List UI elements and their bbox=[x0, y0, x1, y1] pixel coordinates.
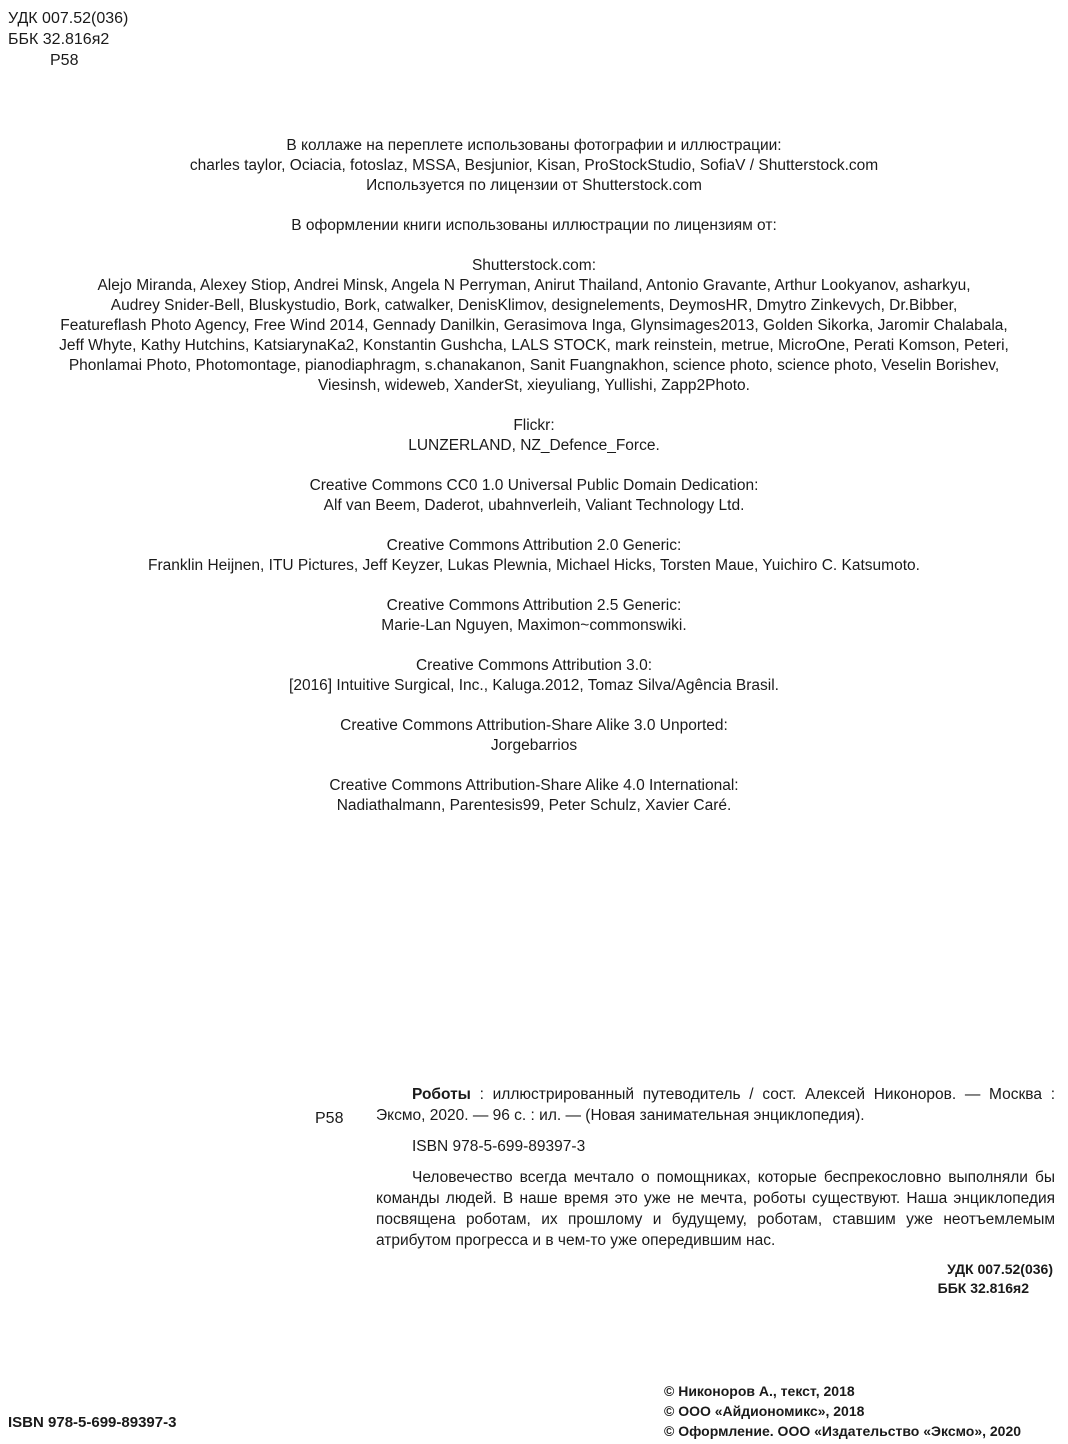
credit-heading: Creative Commons Attribution-Share Alike 4.0 International: bbox=[329, 777, 739, 794]
credit-block bbox=[14, 716, 1054, 756]
copyright-line: © ООО «Айдиономикс», 2018 bbox=[664, 1403, 865, 1419]
top-bbk-code: ББК 32.816я2 bbox=[8, 31, 110, 48]
credit-heading: Creative Commons CC0 1.0 Universal Public Domain Dedication: bbox=[309, 477, 759, 494]
credit-heading: В оформлении книги использованы иллюстрации по лицензиям от: bbox=[291, 217, 777, 234]
credit-heading: Creative Commons Attribution 3.0: bbox=[415, 657, 653, 674]
credit-line: Franklin Heijnen, ITU Pictures, Jeff Keyzer, Lukas Plewnia, Michael Hicks, Torsten Maue, Yuichiro C. Katsumoto. bbox=[148, 557, 920, 574]
copyright-line: © Никоноров А., текст, 2018 bbox=[664, 1383, 855, 1399]
credit-heading: Creative Commons Attribution 2.5 Generic: bbox=[386, 597, 682, 614]
credit-block bbox=[14, 596, 1054, 636]
credit-heading: Creative Commons Attribution 2.0 Generic: bbox=[386, 537, 682, 554]
credit-line: Marie-Lan Nguyen, Maximon~commonswiki. bbox=[381, 617, 687, 634]
bibliographic-details: : иллюстрированный путеводитель / сост. Алексей Никоноров. — Москва : Эксмо, 2020. — 96 с. : ил. — (Новая занимательная энциклопедия). bbox=[376, 1086, 1055, 1124]
credit-heading: Flickr: bbox=[513, 417, 555, 434]
credit-block bbox=[14, 476, 1054, 516]
book-title: Роботы bbox=[412, 1086, 471, 1103]
catalog-record-body bbox=[376, 1084, 1055, 1298]
bibliographic-description bbox=[376, 1084, 1055, 1126]
credit-line: Alejo Miranda, Alexey Stiop, Andrei Minsk, Angela N Perryman, Anirut Thailand, Antonio Gravante, Arthur Lookyanov, asharkyu, bbox=[97, 277, 971, 294]
credit-line: Alf van Beem, Daderot, ubahnverleih, Valiant Technology Ltd. bbox=[323, 497, 745, 514]
credit-line: Featureflash Photo Agency, Free Wind 2014, Gennady Danilkin, Gerasimova Inga, Glynsimages2013, Golden Sikorka, Jaromir Chalabala, bbox=[60, 317, 1008, 334]
credit-block bbox=[14, 416, 1054, 456]
credit-heading: Creative Commons Attribution-Share Alike 3.0 Unported: bbox=[340, 717, 728, 734]
credit-line: [2016] Intuitive Surgical, Inc., Kaluga.2012, Tomaz Silva/Agência Brasil. bbox=[289, 677, 779, 694]
credit-line: Phonlamai Photo, Photomontage, pianodiaphragm, s.chanakanon, Sanit Fuangnakhon, science photo, science photo, Veselin Borishev, bbox=[68, 357, 1000, 374]
book-annotation: Человечество всегда мечтало о помощниках, которые беспрекословно выполняли бы команды людей. В наше время это уже не мечта, роботы существуют. Наша энциклопедия посвящена роботам, их прошлому и будущему, роботам, ставшим уже неотъемлемым атрибутом прогресса и в чем-то уже опередившим нас. bbox=[376, 1169, 1055, 1249]
credit-block bbox=[14, 536, 1054, 576]
catalog-record bbox=[315, 1084, 1055, 1298]
credit-block bbox=[14, 136, 1054, 196]
catalog-udk-code: УДК 007.52(036) bbox=[947, 1261, 1053, 1277]
catalog-isbn: ISBN 978-5-699-89397-3 bbox=[412, 1138, 586, 1155]
copyright-notices bbox=[664, 1381, 1021, 1441]
credit-heading: Shutterstock.com: bbox=[471, 257, 597, 274]
top-udk-code: УДК 007.52(036) bbox=[8, 10, 129, 27]
credit-line: Jeff Whyte, Kathy Hutchins, KatsiarynaKa2, Konstantin Gushcha, LALS STOCK, mark reinstein, metrue, MicroOne, Perati Komson, Peteri, bbox=[59, 337, 1009, 354]
top-classification-codes bbox=[8, 8, 128, 71]
credit-heading: В коллаже на переплете использованы фотографии и иллюстрации: bbox=[286, 137, 782, 154]
credit-block bbox=[14, 776, 1054, 816]
credit-line: Audrey Snider-Bell, Bluskystudio, Bork, catwalker, DenisKlimov, designelements, DeymosHR, Dmytro Zinkevych, Dr.Bibber, bbox=[110, 297, 958, 314]
credit-line: charles taylor, Ociacia, fotoslaz, MSSA, Besjunior, Kisan, ProStockStudio, SofiaV / Shutterstock.com bbox=[189, 157, 879, 174]
credit-line: LUNZERLAND, NZ_Defence_Force. bbox=[408, 437, 660, 454]
credit-line: Viesinsh, wideweb, XanderSt, xieyuliang, Yullishi, Zapp2Photo. bbox=[318, 377, 750, 394]
credit-line: Jorgebarrios bbox=[490, 737, 578, 754]
catalog-bbk-code: ББК 32.816я2 bbox=[937, 1280, 1029, 1296]
catalog-author-mark: Р58 bbox=[315, 1110, 344, 1127]
bottom-isbn: ISBN 978-5-699-89397-3 bbox=[8, 1414, 177, 1431]
credit-block bbox=[14, 216, 1054, 236]
credit-line: Nadiathalmann, Parentesis99, Peter Schulz, Xavier Caré. bbox=[336, 797, 732, 814]
credit-line: Используется по лицензии от Shutterstock.com bbox=[366, 177, 702, 194]
catalog-classification-codes bbox=[376, 1260, 1055, 1298]
credit-block bbox=[14, 656, 1054, 696]
image-credits bbox=[14, 136, 1054, 836]
top-author-mark: Р58 bbox=[50, 52, 79, 69]
copyright-line: © Оформление. ООО «Издательство «Эксмо», 2020 bbox=[664, 1423, 1022, 1439]
credit-block bbox=[14, 256, 1054, 396]
